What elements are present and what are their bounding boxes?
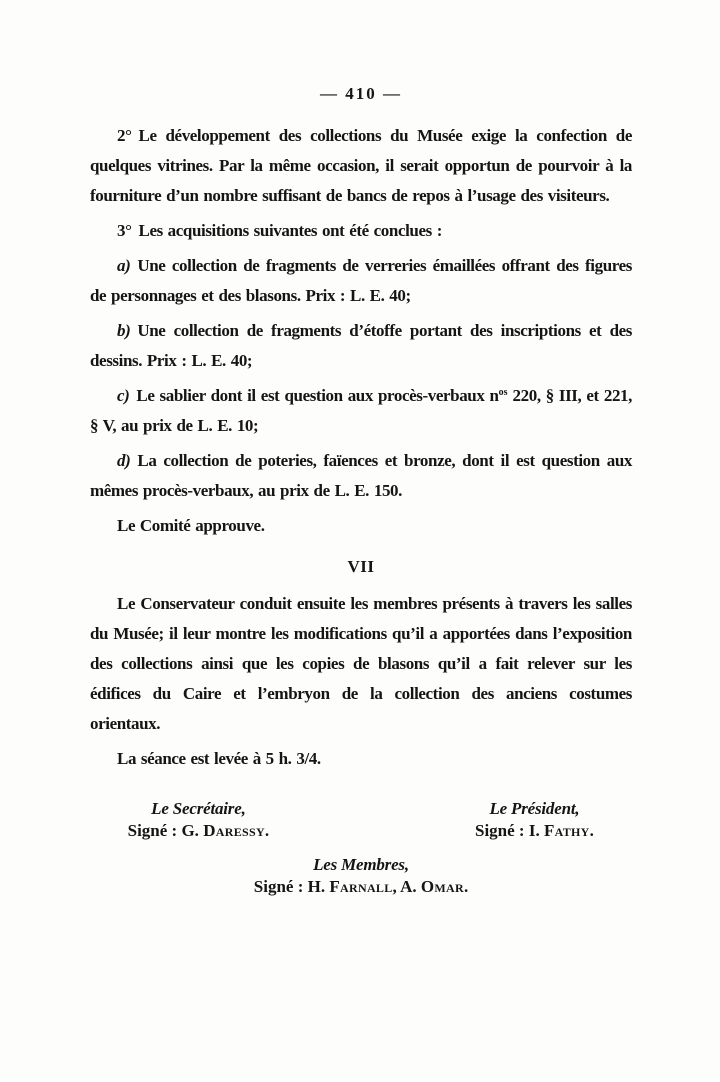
list-item-d-marker: d) [117, 451, 131, 470]
list-item-c-text-2: 220, § III, et 221, § V, au prix de L. E. 10; [90, 386, 632, 435]
approval-line: Le Comité approuve. [117, 516, 265, 535]
paragraph-3-marker: 3° [117, 221, 132, 240]
paragraph-vii: Le Conservateur conduit ensuite les membres présents à travers les salles du Musée; il leur montre les modifications qu’il a apportées dans l’exposition des collections ainsi que les copies de blasons qu’il a fait relever sur les édifices du Caire et l’embryon de la collection des anciens costumes orientaux. [90, 594, 632, 733]
list-item-d [90, 446, 632, 506]
signatures-section [90, 798, 632, 898]
signature-members-surname-1: Farnall [329, 877, 393, 896]
signature-members-separator: , A. [392, 877, 421, 896]
paragraph-2 [90, 121, 632, 211]
signature-president-name [437, 820, 632, 842]
closing-line: La séance est levée à 5 h. 3/4. [117, 749, 321, 768]
list-item-c-text-1: Le sablier dont il est question aux procès-verbaux n [136, 386, 499, 405]
list-item-c [90, 381, 632, 441]
signature-secretary [90, 798, 307, 842]
signature-secretary-period: . [264, 821, 270, 840]
paragraph-2-marker: 2° [117, 126, 132, 145]
signature-secretary-name [90, 820, 307, 842]
signature-secretary-surname: Daressy [203, 821, 265, 840]
list-item-d-text: La collection de poteries, faïences et bronze, dont il est question aux mêmes procès-verbaux, au prix de L. E. 150. [90, 451, 632, 500]
signature-members-prefix: Signé : H. [253, 877, 330, 896]
list-item-b [90, 316, 632, 376]
list-item-a-text: Une collection de fragments de verreries émaillées offrant des figures de personnages et des blasons. Prix : L. E. 40; [90, 256, 632, 305]
signature-row [90, 798, 632, 842]
signature-president-period: . [589, 821, 594, 840]
page-number: — 410 — [320, 84, 402, 103]
signature-members-surname-2: Omar [420, 877, 464, 896]
signature-president-surname: Fathy [543, 821, 590, 840]
list-item-b-marker: b) [117, 321, 131, 340]
signature-secretary-prefix: Signé : G. [127, 821, 204, 840]
signature-secretary-title: Le Secrétaire, [151, 799, 246, 818]
paragraph-3-text: Les acquisitions suivantes ont été conclues : [138, 221, 442, 240]
list-item-b-text: Une collection de fragments d’étoffe portant des inscriptions et des dessins. Prix : L. E. 40; [90, 321, 632, 370]
section-heading-vii: VII [347, 557, 375, 576]
signature-president [437, 798, 632, 842]
signature-members-names [198, 876, 523, 898]
list-item-c-superscript: os [498, 387, 508, 398]
signature-members-title: Les Membres, [313, 855, 409, 874]
signature-members [198, 854, 523, 898]
list-item-a-marker: a) [117, 256, 131, 275]
signature-president-prefix: Signé : I. [475, 821, 544, 840]
signature-members-period: . [463, 877, 469, 896]
paragraph-3 [90, 216, 632, 246]
list-item-a [90, 251, 632, 311]
paragraph-2-text: Le développement des collections du Musée exige la confection de quelques vitrines. Par la même occasion, il serait opportun de pourvoir à la fourniture d’un nombre suffisant de bancs de repos à l’usage des visiteurs. [90, 126, 632, 205]
list-item-c-marker: c) [117, 386, 130, 405]
signature-president-title: Le Président, [489, 799, 580, 818]
text-column [90, 84, 632, 898]
